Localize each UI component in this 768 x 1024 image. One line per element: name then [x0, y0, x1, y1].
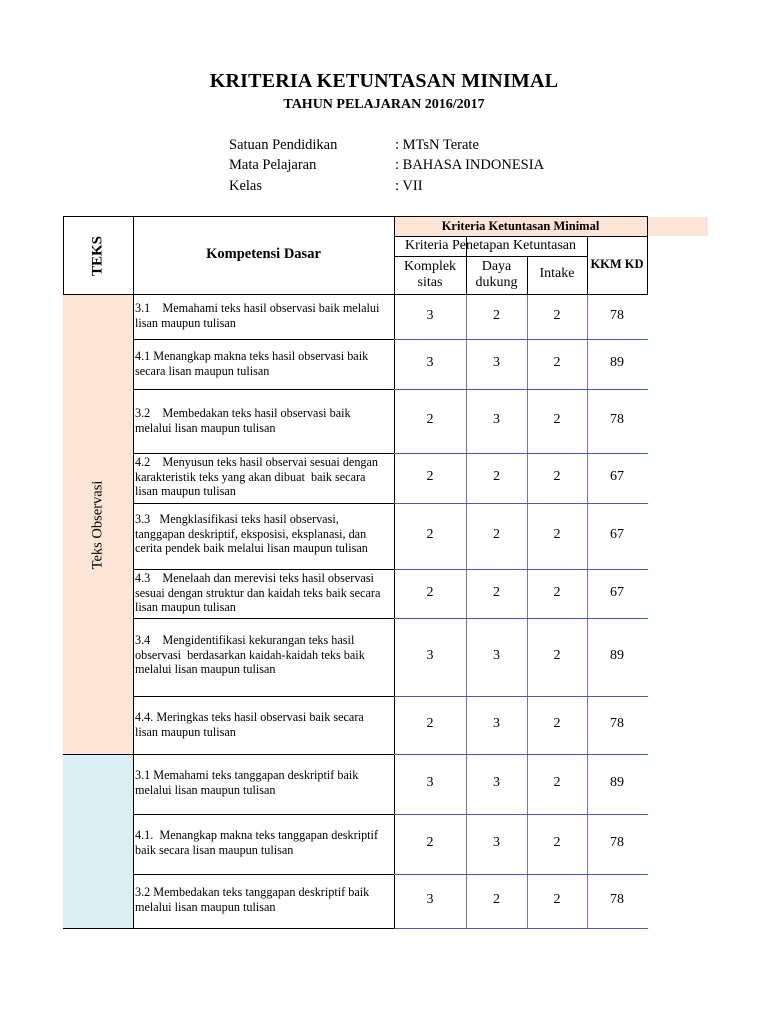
group-label: Teks Observasi: [89, 480, 106, 569]
kompleksitas-cell: 2: [426, 716, 434, 731]
kd-cell: [135, 406, 393, 435]
intake-cell: 2: [553, 716, 561, 731]
daya-cell: 2: [493, 308, 500, 323]
row-divider-values: [394, 453, 648, 454]
kd-cell: [135, 768, 393, 797]
kriteria-group-header: Kriteria Penetapan Ketuntasan: [404, 238, 577, 253]
header-bottom-line: [63, 294, 648, 295]
kd-cell: [135, 301, 393, 330]
kd-line: karakteristik teks yang akan dibuat baik secara: [135, 469, 366, 484]
kkm-cell: 89: [610, 775, 624, 790]
kkm-col-line-hdr: [587, 236, 588, 295]
row-divider-values: [394, 618, 648, 619]
kd-line: melalui lisan maupun tulisan: [135, 782, 276, 797]
daya-cell: 3: [493, 412, 500, 427]
kd-line: 3.2 Membedakan teks hasil observasi baik: [135, 406, 351, 420]
kd-line: 3.3 Mengklasifikasi teks hasil observasi,: [135, 512, 339, 526]
intake-cell: 2: [553, 469, 561, 484]
kd-line: melalui lisan maupun tulisan: [135, 662, 276, 676]
info-label: Kelas: [229, 178, 263, 194]
right-col-line-hdr: [647, 216, 648, 295]
kriteria-header-bottom-line: [394, 256, 587, 257]
kkm-cell: 78: [610, 308, 624, 323]
table-top-line: [63, 216, 395, 217]
col-kd-header: Kompetensi Dasar: [206, 246, 321, 262]
document-title: KRITERIA KETUNTASAN MINIMAL: [209, 70, 559, 92]
row-divider: [133, 814, 395, 815]
intake-cell: 2: [553, 892, 561, 907]
row-divider: [133, 453, 395, 454]
kd-line: melalui lisan maupun tulisan: [135, 899, 276, 914]
kd-line: 4.3 Menelaah dan merevisi teks hasil observasi: [135, 571, 374, 585]
kd-cell: [135, 512, 393, 556]
kkm-col-line: [587, 295, 588, 929]
row-divider-values: [394, 928, 648, 929]
col-daya-line2: dukung: [475, 275, 518, 290]
daya-col-line: [527, 295, 528, 929]
kompleksitas-cell: 3: [426, 775, 434, 790]
row-divider-values: [394, 569, 648, 570]
teks-col-line: [133, 216, 134, 929]
row-divider-values: [394, 389, 648, 390]
intake-cell: 2: [553, 308, 561, 323]
kd-cell: [135, 455, 393, 499]
row-divider: [63, 754, 395, 755]
daya-cell: 3: [493, 775, 500, 790]
kd-cell: [135, 828, 393, 857]
col-daya-header: [466, 259, 527, 291]
col-kompleksitas-line1: Komplek: [403, 259, 457, 274]
daya-cell: 3: [493, 716, 500, 731]
kompleksitas-cell: 2: [426, 527, 434, 542]
group-teks-observasi: [63, 295, 133, 754]
document-subtitle: TAHUN PELAJARAN 2016/2017: [283, 97, 485, 112]
info-label: Satuan Pendidikan: [229, 137, 338, 153]
info-value: : BAHASA INDONESIA: [395, 157, 545, 173]
intake-cell: 2: [553, 775, 561, 790]
kd-line: 3.1 Memahami teks hasil observasi baik melalui: [135, 301, 380, 315]
kd-line: tanggapan deskriptif, eksposisi, eksplanasi, dan: [135, 526, 367, 541]
intake-cell: 2: [553, 648, 561, 663]
col-teks-header: [63, 217, 133, 295]
row-divider-values: [394, 874, 648, 875]
kd-cell: [135, 571, 393, 615]
kompleksitas-cell: 2: [426, 469, 434, 484]
kd-line: 3.4 Mengidentifikasi kekurangan teks hasil: [135, 633, 355, 647]
kkm-cell: 89: [610, 648, 624, 663]
kd-line: 4.2 Menyusun teks hasil observai sesuai dengan: [135, 455, 379, 469]
kkm-group-header: Kriteria Ketuntasan Minimal: [441, 219, 600, 233]
kkm-header-bottom-line: [394, 236, 648, 237]
kd-line: 4.1 Menangkap makna teks hasil observasi baik: [135, 349, 369, 363]
kd-cell: [135, 349, 393, 378]
kd-line: sesuai dengan struktur dan kaidah teks baik secara: [135, 585, 381, 600]
col-daya-line1: Daya: [481, 259, 512, 274]
row-divider-values: [394, 696, 648, 697]
row-divider: [63, 928, 395, 929]
kd-line: 4.4. Meringkas teks hasil observasi baik secara: [135, 710, 364, 724]
row-divider: [133, 503, 395, 504]
kd-line: lisan maupun tulisan: [135, 484, 236, 498]
kkm-cell: 67: [610, 584, 624, 600]
row-divider: [133, 618, 395, 619]
info-value: : MTsN Terate: [395, 137, 479, 153]
intake-cell: 2: [553, 412, 561, 427]
row-divider: [133, 339, 395, 340]
kkm-cell: 78: [610, 412, 624, 427]
daya-cell: 3: [493, 355, 500, 370]
col-teks-label: TEKS: [89, 235, 106, 277]
kompleksitas-cell: 2: [426, 835, 434, 850]
kkm-cell: 78: [610, 716, 624, 731]
intake-cell: 2: [553, 355, 561, 370]
daya-cell: 2: [493, 892, 500, 907]
kd-line: lisan maupun tulisan: [135, 600, 236, 614]
kompleksitas-cell: 2: [426, 412, 434, 427]
row-divider: [133, 696, 395, 697]
kompleksitas-cell: 3: [426, 892, 434, 907]
kd-line: baik secara lisan maupun tulisan: [135, 842, 294, 857]
kkm-cell: 78: [610, 892, 624, 907]
intake-cell: 2: [553, 527, 561, 542]
kkm-cell: 67: [610, 469, 624, 484]
daya-cell: 3: [493, 835, 500, 850]
intake-cell: 2: [553, 835, 561, 850]
kompleksitas-col-line: [466, 295, 467, 929]
kompleksitas-cell: 3: [426, 648, 434, 663]
kd-cell: [135, 633, 393, 677]
kd-line: lisan maupun tulisan: [135, 315, 236, 330]
kkm-header-top-line: [394, 216, 648, 217]
kkm-cell: 78: [610, 835, 624, 850]
col-kompleksitas-line2: sitas: [417, 275, 443, 290]
daya-cell: 2: [493, 527, 500, 542]
kd-line: 4.1. Menangkap makna teks tanggapan deskriptif: [135, 828, 379, 842]
kd-line: lisan maupun tulisan: [135, 724, 236, 739]
intake-cell: 2: [553, 584, 561, 600]
kd-line: secara lisan maupun tulisan: [135, 363, 270, 378]
col-intake-header: Intake: [539, 266, 575, 281]
row-divider-values: [394, 503, 648, 504]
table-left-line: [63, 216, 64, 295]
row-divider: [133, 389, 395, 390]
group-fill-blue: [63, 754, 133, 928]
row-divider: [133, 569, 395, 570]
daya-cell: 3: [493, 648, 500, 663]
kd-cell: [135, 710, 393, 739]
row-divider-values: [394, 754, 648, 755]
kd-line: melalui lisan maupun tulisan: [135, 420, 276, 435]
kompleksitas-col-line-hdr: [466, 236, 467, 295]
kd-line: cerita pendek baik melalui lisan maupun tulisan: [135, 541, 368, 555]
col-kompleksitas-header: [394, 259, 466, 291]
info-value: : VII: [395, 178, 423, 194]
kompleksitas-cell: 2: [426, 584, 434, 600]
row-divider-values: [394, 339, 648, 340]
kkm-cell: 89: [610, 355, 624, 370]
kompleksitas-cell: 3: [426, 355, 434, 370]
kkm-cell: 67: [610, 527, 624, 542]
kd-line: observasi berdasarkan kaidah-kaidah teks baik: [135, 647, 365, 662]
info-label: Mata Pelajaran: [229, 157, 317, 173]
daya-cell: 2: [493, 469, 500, 484]
daya-cell: 2: [493, 584, 500, 600]
kd-line: 3.2 Membedakan teks tanggapan deskriptif baik: [135, 885, 370, 899]
col-kkm-header: KKM KD: [590, 257, 644, 271]
daya-col-line-hdr: [527, 256, 528, 295]
kd-line: 3.1 Memahami teks tanggapan deskriptif baik: [135, 768, 359, 782]
kompleksitas-cell: 3: [426, 308, 434, 323]
row-divider: [133, 874, 395, 875]
kd-cell: [135, 885, 393, 914]
row-divider-values: [394, 814, 648, 815]
